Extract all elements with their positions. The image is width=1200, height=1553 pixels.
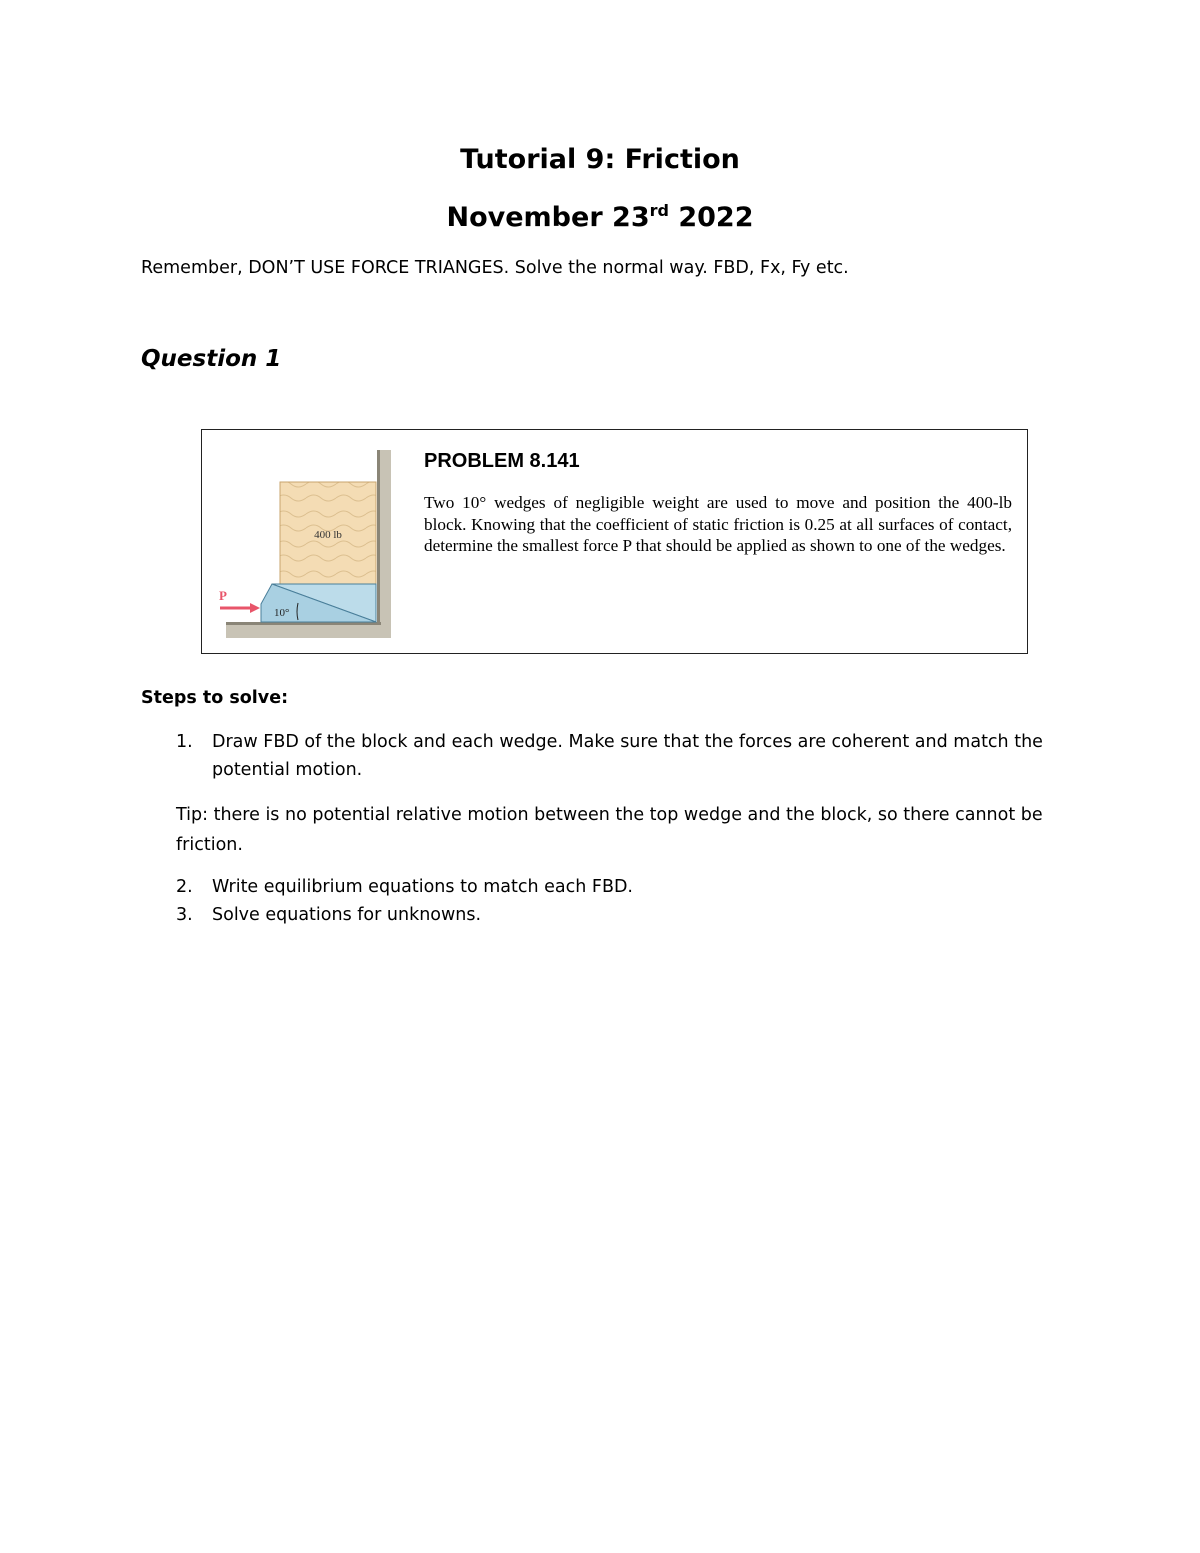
wedge-figure <box>216 446 396 642</box>
list-number: 1. <box>176 732 193 752</box>
date-prefix: November 23 <box>446 202 650 233</box>
list-text: Solve equations for unknowns. <box>212 905 482 925</box>
wall-edge <box>377 450 380 638</box>
force-label: P <box>219 588 227 603</box>
list-text: Write equilibrium equations to match each FBD. <box>212 877 633 897</box>
date-year: 2022 <box>668 202 754 233</box>
tip-text: Tip: there is no potential relative motion between the top wedge and the block, so there cannot be friction. <box>176 805 1043 855</box>
reminder-text: Remember, DON’T USE FORCE TRIANGES. Solve the normal way. FBD, Fx, Fy etc. <box>141 258 849 278</box>
floor <box>226 624 391 638</box>
question-heading: Question 1 <box>141 346 282 372</box>
page-date <box>0 202 1200 233</box>
list-number: 3. <box>176 905 193 925</box>
date-ordinal: rd <box>649 201 669 220</box>
block-weight-label: 400 lb <box>314 529 342 541</box>
list-text: Draw FBD of the block and each wedge. Make sure that the forces are coherent and match the potential motion. <box>212 732 1043 780</box>
list-number: 2. <box>176 877 193 897</box>
force-arrow-head <box>250 603 260 613</box>
steps-heading: Steps to solve: <box>141 688 289 708</box>
page-title: Tutorial 9: Friction <box>460 144 740 175</box>
angle-label: 10° <box>274 607 290 619</box>
problem-box <box>201 429 1028 654</box>
problem-text: Two 10° wedges of negligible weight are used to move and position the 400-lb block. Knowing that the coefficient of static friction is 0.25 at all surfaces of contact, determine the smallest force P that should be applied as shown to one of the wedges. <box>424 493 1012 555</box>
problem-title: PROBLEM 8.141 <box>424 450 580 472</box>
